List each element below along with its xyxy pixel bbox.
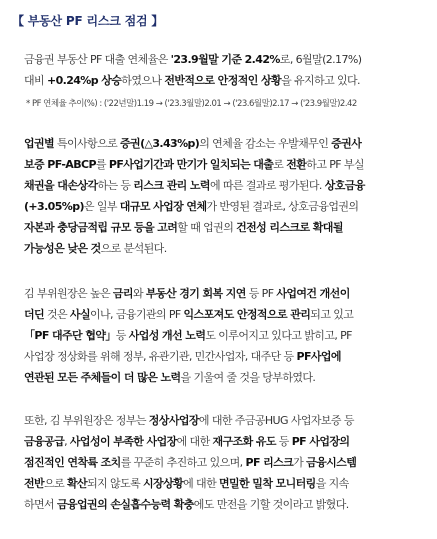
emphasis-text: 전반적으로 안정적인 상황 — [164, 74, 282, 87]
emphasis-text: 리스크 관리 노력 — [133, 179, 210, 192]
text-span: 금융권 부동산 PF 대출 연체율은 — [24, 53, 171, 66]
text-span: 의 연체율 감소는 우발채무인 — [199, 137, 332, 150]
text-span: , — [64, 435, 70, 448]
text-span: 에 대한 — [176, 435, 213, 448]
emphasis-text: 전반 — [24, 477, 45, 490]
text-span: 도 이루어지고 있다고 밝히고, PF — [205, 329, 352, 342]
emphasis-text: 「PF 대주단 협약」 — [24, 329, 116, 342]
text-span: 로, 6월말(2.17%) — [279, 53, 362, 66]
text-line — [24, 473, 427, 494]
text-span: 에 따른 결과로 평가된다. — [209, 179, 325, 192]
emphasis-text: 건전성 리스크로 확대될 — [236, 221, 343, 234]
text-line — [24, 452, 427, 473]
section-title: 【 부동산 PF 리스크 점검 】 — [12, 14, 164, 28]
emphasis-text: 금리 — [112, 287, 133, 300]
text-span: 에 대한 주금공HUG 사업자보증 등 — [198, 414, 354, 427]
text-line — [24, 367, 427, 388]
text-span: 하면서 — [24, 498, 57, 511]
emphasis-text: PF 리스크 — [245, 456, 294, 469]
text-span: 을 유지하고 있다. — [281, 74, 360, 87]
text-span: 것은 — [44, 308, 70, 321]
emphasis-text: 사업여건 개선이 — [276, 287, 350, 300]
emphasis-text: 연관된 모든 주체들이 더 많은 노력 — [24, 371, 181, 384]
text-span: 등 — [275, 435, 292, 448]
emphasis-text: 대규모 사업장 연체 — [119, 200, 207, 213]
text-span: 은 일부 — [83, 200, 120, 213]
emphasis-text: 사실 — [69, 308, 90, 321]
text-span: 에 대한 — [183, 477, 219, 490]
emphasis-text: 금융시스템 — [306, 456, 357, 469]
emphasis-text: 금융업권의 손실흡수능력 확충 — [56, 498, 194, 511]
emphasis-text: 확산 — [67, 477, 88, 490]
text-line — [24, 238, 427, 259]
emphasis-text: +0.24%p 상승 — [46, 74, 122, 87]
emphasis-text: 면밀한 밀착 모니터링 — [219, 477, 316, 490]
text-span: 등 — [115, 329, 129, 342]
paragraph-government-measures — [10, 410, 427, 515]
emphasis-text: 부동산 경기 회복 지연 — [145, 287, 246, 300]
text-span: 로 — [273, 158, 287, 171]
text-span: 가 — [293, 456, 307, 469]
text-line — [24, 304, 427, 325]
text-span: 하는 등 — [97, 179, 134, 192]
text-span: 을 기울여 줄 것을 당부하였다. — [180, 371, 316, 384]
text-span: 사업장 정상화를 위해 정부, 유관기관, 민간사업자, 대주단 등 — [24, 350, 297, 363]
text-span: 으로 분석된다. — [100, 242, 167, 255]
text-span: 으로 — [44, 477, 68, 490]
footnote-delinquency-trend: * PF 연체율 추이(%) : ('22년말)1.19 → ('23.3월말)2.01 → ('23.6월말)2.17 → ('23.9월말)2.42 — [26, 99, 357, 109]
text-span: 가 반영된 결과로, 상호금융업권의 — [206, 200, 359, 213]
text-span: 또한, 김 부위원장은 정부는 — [24, 414, 149, 427]
text-line — [24, 283, 427, 304]
text-line — [24, 49, 427, 70]
text-line — [24, 154, 427, 175]
emphasis-text: 자본과 충당금적립 규모 등을 고려 — [24, 221, 178, 234]
text-span: 되고 있고 — [310, 308, 354, 321]
text-line — [24, 346, 427, 367]
text-line — [24, 70, 427, 91]
emphasis-text: 보증 PF-ABCP — [24, 158, 96, 171]
text-line — [24, 175, 427, 196]
emphasis-text: 전환 — [286, 158, 307, 171]
emphasis-text: 상호금융 — [324, 179, 365, 192]
emphasis-text: 금융공급 — [24, 435, 65, 448]
text-span: 를 꾸준히 추진하고 있으며, — [120, 456, 246, 469]
emphasis-text: 익스포져도 안정적으로 관리 — [183, 308, 311, 321]
text-span: 하고 PF 부실 — [306, 158, 364, 171]
emphasis-text: 점진적인 연착륙 조치 — [24, 456, 121, 469]
emphasis-text: 더딘 — [24, 308, 45, 321]
text-line — [24, 133, 427, 154]
text-span: 김 부위원장은 높은 — [24, 287, 113, 300]
emphasis-text: 증권(△3.43%p) — [120, 137, 200, 150]
emphasis-text: 업권별 — [24, 137, 55, 150]
paragraph-pf-delinquency — [10, 49, 427, 91]
emphasis-text: 사업성이 부족한 사업장 — [69, 435, 177, 448]
emphasis-text: 증권사 — [331, 137, 362, 150]
text-span: 를 — [95, 158, 109, 171]
text-span: 와 — [132, 287, 146, 300]
text-span: 등 PF — [245, 287, 277, 300]
emphasis-text: '23.9월말 기준 2.42% — [170, 53, 280, 66]
text-span: 특이사항으로 — [54, 137, 121, 150]
emphasis-text: (+3.05%p) — [24, 200, 84, 213]
text-line — [24, 325, 427, 346]
text-span: 에도 만전을 기할 것이라고 밝혔다. — [193, 498, 349, 511]
text-span: 되지 않도록 — [87, 477, 144, 490]
text-span: 하였으나 — [121, 74, 165, 87]
text-line — [24, 196, 427, 217]
emphasis-text: 가능성은 낮은 것 — [24, 242, 101, 255]
text-span: 대비 — [24, 74, 47, 87]
emphasis-text: PF 사업장의 — [291, 435, 350, 448]
emphasis-text: 시장상황 — [143, 477, 184, 490]
text-line — [24, 431, 427, 452]
text-span: 할 때 업권의 — [177, 221, 237, 234]
text-span: 을 지속 — [315, 477, 349, 490]
text-line — [24, 217, 427, 238]
paragraph-vice-chair-remarks — [10, 283, 427, 388]
emphasis-text: 재구조화 유도 — [212, 435, 276, 448]
emphasis-text: PF사업기간과 만기가 일치되는 대출 — [108, 158, 274, 171]
text-span: 이나, 금융기관의 PF — [89, 308, 184, 321]
emphasis-text: PF사업에 — [296, 350, 341, 363]
text-line — [24, 494, 427, 515]
emphasis-text: 정상사업장 — [148, 414, 199, 427]
paragraph-sector-details — [10, 133, 427, 259]
text-line — [24, 410, 427, 431]
emphasis-text: 채권을 대손상각 — [24, 179, 98, 192]
emphasis-text: 사업성 개선 노력 — [128, 329, 206, 342]
